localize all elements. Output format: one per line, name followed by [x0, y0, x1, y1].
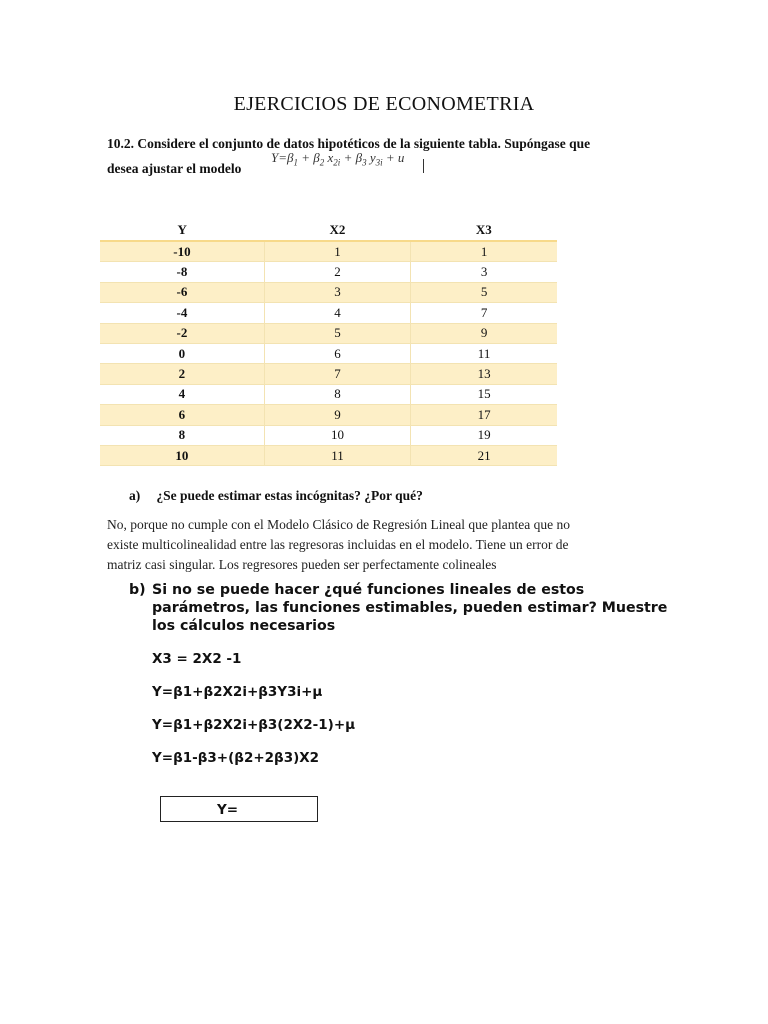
formula-beta3-sub: 3 — [362, 157, 367, 168]
cell-x2: 11 — [264, 445, 410, 465]
result-box-label: Y= — [217, 802, 239, 818]
cell-y: 6 — [100, 405, 264, 425]
model-formula — [271, 150, 404, 168]
cell-x3: 13 — [411, 364, 557, 384]
formula-y: Y — [271, 150, 279, 165]
table-row — [100, 425, 557, 445]
text-cursor — [423, 159, 424, 173]
table-row — [100, 384, 557, 404]
cell-x2: 2 — [264, 262, 410, 282]
cell-x2: 7 — [264, 364, 410, 384]
intro-line-1: 10.2. Considere el conjunto de datos hipotéticos de la siguiente tabla. Supóngase que — [107, 136, 591, 151]
cell-x2: 9 — [264, 405, 410, 425]
cell-x3: 1 — [411, 241, 557, 262]
cell-x2: 5 — [264, 323, 410, 343]
equation-1: X3 = 2X2 -1 — [152, 651, 242, 667]
table-row — [100, 241, 557, 262]
answer-a-line-1: No, porque no cumple con el Modelo Clásico de Regresión Lineal que plantea que no — [107, 517, 570, 532]
cell-y: -2 — [100, 323, 264, 343]
formula-beta2: β — [313, 150, 320, 165]
table-header-row — [100, 220, 557, 241]
intro-line-2: desea ajustar el modelo — [107, 161, 242, 176]
cell-x3: 21 — [411, 445, 557, 465]
cell-y: -10 — [100, 241, 264, 262]
cell-x2: 10 — [264, 425, 410, 445]
table-row — [100, 282, 557, 302]
table-row — [100, 445, 557, 465]
cell-x2: 3 — [264, 282, 410, 302]
header-x2: X2 — [264, 220, 410, 241]
equation-4: Y=β1-β3+(β2+2β3)X2 — [152, 750, 320, 766]
question-a-text: ¿Se puede estimar estas incógnitas? ¿Por qué? — [156, 488, 423, 503]
formula-equals: = — [278, 150, 288, 165]
question-a-label: a) — [129, 488, 141, 503]
cell-x2: 4 — [264, 303, 410, 323]
formula-beta1-sub: 1 — [293, 157, 298, 168]
formula-x-sub: 2i — [333, 157, 341, 168]
cell-y: 8 — [100, 425, 264, 445]
answer-a-line-3: matriz casi singular. Los regresores pueden ser perfectamente colineales — [107, 557, 497, 572]
cell-y: 4 — [100, 384, 264, 404]
answer-a — [107, 515, 647, 575]
question-a — [129, 488, 423, 504]
formula-beta3: β — [355, 150, 363, 165]
cell-y: 2 — [100, 364, 264, 384]
cell-x2: 1 — [264, 241, 410, 262]
formula-u: u — [397, 150, 405, 165]
table-row — [100, 343, 557, 363]
question-b-text: Si no se puede hacer ¿qué funciones lineales de estos parámetros, las funciones estimables, pueden estimar? Muestre los cálculos necesarios — [152, 582, 668, 634]
table-row — [100, 262, 557, 282]
cell-y: -4 — [100, 303, 264, 323]
equation-3: Y=β1+β2X2i+β3(2X2-1)+µ — [152, 717, 356, 733]
answer-a-line-2: existe multicolinealidad entre las regresoras incluidas en el modelo. Tiene un error de — [107, 537, 569, 552]
cell-x2: 8 — [264, 384, 410, 404]
cell-x3: 11 — [411, 343, 557, 363]
cell-y: -6 — [100, 282, 264, 302]
cell-x3: 5 — [411, 282, 557, 302]
cell-y: 0 — [100, 343, 264, 363]
formula-plus-2: + — [340, 150, 356, 165]
formula-x: x — [324, 150, 334, 165]
table-row — [100, 323, 557, 343]
table-row — [100, 405, 557, 425]
question-b — [129, 581, 669, 635]
document-title: EJERCICIOS DE ECONOMETRIA — [233, 93, 535, 115]
header-y: Y — [100, 220, 264, 241]
header-x3: X3 — [411, 220, 557, 241]
table-row — [100, 303, 557, 323]
table-row — [100, 364, 557, 384]
question-b-label: b) — [129, 582, 146, 598]
data-table — [100, 220, 557, 466]
cell-x3: 17 — [411, 405, 557, 425]
formula-yv-sub: 3i — [375, 157, 383, 168]
formula-plus-1: + — [298, 150, 314, 165]
cell-y: -8 — [100, 262, 264, 282]
cell-x3: 19 — [411, 425, 557, 445]
formula-plus-3: + — [382, 150, 398, 165]
equation-2: Y=β1+β2X2i+β3Y3i+µ — [152, 684, 323, 700]
formula-beta1: β — [287, 150, 294, 165]
cell-x3: 7 — [411, 303, 557, 323]
cell-x3: 15 — [411, 384, 557, 404]
result-text-box[interactable] — [160, 796, 318, 822]
cell-x2: 6 — [264, 343, 410, 363]
formula-beta2-sub: 2 — [319, 157, 325, 168]
cell-y: 10 — [100, 445, 264, 465]
formula-yv: y — [366, 150, 376, 165]
cell-x3: 9 — [411, 323, 557, 343]
cell-x3: 3 — [411, 262, 557, 282]
